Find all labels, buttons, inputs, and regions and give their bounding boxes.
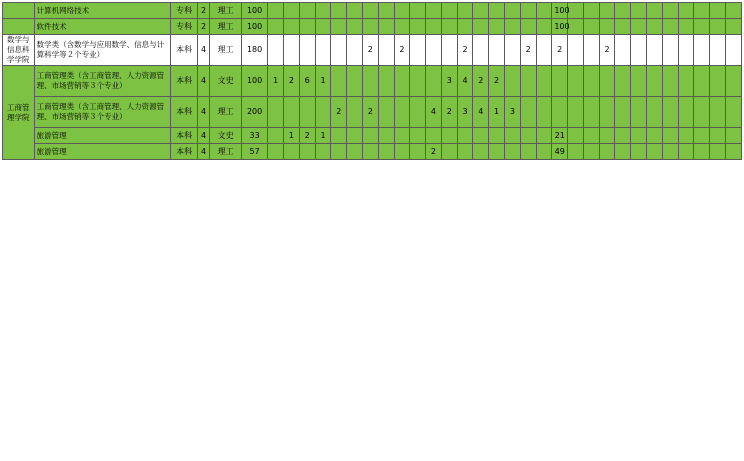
value-cell: 2	[489, 66, 505, 97]
value-cell	[694, 66, 710, 97]
value-cell: 2	[362, 35, 378, 66]
value-cell	[394, 19, 410, 35]
value-cell	[568, 97, 584, 128]
value-cell: 2	[284, 66, 300, 97]
value-cell	[315, 3, 331, 19]
value-cell: 100	[552, 3, 568, 19]
value-cell	[520, 3, 536, 19]
value-cell	[504, 35, 520, 66]
value-cell	[299, 19, 315, 35]
value-cell	[599, 97, 615, 128]
value-cell	[315, 35, 331, 66]
value-cell	[615, 3, 631, 19]
value-cell	[489, 35, 505, 66]
table-row	[3, 66, 742, 97]
value-cell	[410, 128, 426, 144]
years-cell: 2	[197, 3, 210, 19]
value-cell	[615, 128, 631, 144]
category-cell: 文史	[210, 128, 242, 144]
plan-cell: 100	[241, 66, 267, 97]
table-row	[3, 3, 742, 19]
value-cell	[410, 19, 426, 35]
value-cell	[441, 3, 457, 19]
value-cell	[583, 97, 599, 128]
value-cell	[725, 128, 741, 144]
value-cell	[284, 35, 300, 66]
college-cell: 数学与信息科学学院	[3, 35, 35, 66]
value-cell	[362, 19, 378, 35]
value-cell	[710, 128, 726, 144]
value-cell	[599, 144, 615, 160]
value-cell	[378, 3, 394, 19]
value-cell	[299, 35, 315, 66]
value-cell	[410, 144, 426, 160]
value-cell	[268, 97, 284, 128]
value-cell	[473, 128, 489, 144]
value-cell	[631, 35, 647, 66]
value-cell	[647, 128, 663, 144]
value-cell	[552, 97, 568, 128]
college-cell	[3, 19, 35, 35]
plan-cell: 100	[241, 19, 267, 35]
value-cell	[615, 97, 631, 128]
value-cell	[520, 144, 536, 160]
value-cell	[662, 35, 678, 66]
value-cell	[504, 3, 520, 19]
value-cell: 2	[299, 128, 315, 144]
value-cell	[426, 128, 442, 144]
major-cell: 工商管理类（含工商管理、人力资源管理、市场营销等３个专业）	[34, 97, 171, 128]
level-cell: 本科	[171, 35, 197, 66]
value-cell	[568, 66, 584, 97]
category-cell: 理工	[210, 3, 242, 19]
value-cell	[426, 19, 442, 35]
value-cell	[473, 35, 489, 66]
value-cell	[568, 19, 584, 35]
value-cell	[299, 97, 315, 128]
value-cell	[662, 3, 678, 19]
value-cell	[583, 19, 599, 35]
value-cell	[362, 66, 378, 97]
value-cell	[662, 144, 678, 160]
value-cell	[362, 3, 378, 19]
value-cell	[473, 144, 489, 160]
value-cell	[599, 19, 615, 35]
value-cell	[331, 35, 347, 66]
value-cell	[615, 35, 631, 66]
value-cell	[394, 144, 410, 160]
value-cell: 2	[520, 35, 536, 66]
value-cell: 21	[552, 128, 568, 144]
value-cell: 4	[457, 66, 473, 97]
value-cell	[268, 144, 284, 160]
value-cell	[347, 144, 363, 160]
value-cell	[426, 3, 442, 19]
value-cell	[599, 128, 615, 144]
value-cell	[489, 19, 505, 35]
category-cell: 理工	[210, 35, 242, 66]
value-cell	[615, 19, 631, 35]
value-cell: 4	[473, 97, 489, 128]
level-cell: 本科	[171, 128, 197, 144]
table-row	[3, 35, 742, 66]
major-cell: 工商管理类（含工商管理、人力资源管理、市场营销等３个专业）	[34, 66, 171, 97]
value-cell: 3	[504, 97, 520, 128]
value-cell: 2	[362, 97, 378, 128]
value-cell	[331, 19, 347, 35]
value-cell	[284, 3, 300, 19]
plan-cell: 200	[241, 97, 267, 128]
admission-plan-table	[2, 2, 742, 160]
value-cell	[536, 3, 552, 19]
value-cell	[678, 97, 694, 128]
value-cell	[568, 3, 584, 19]
value-cell: 1	[284, 128, 300, 144]
value-cell	[725, 19, 741, 35]
value-cell: 4	[426, 97, 442, 128]
value-cell	[647, 3, 663, 19]
table-row	[3, 19, 742, 35]
value-cell	[457, 128, 473, 144]
value-cell	[536, 35, 552, 66]
value-cell	[694, 97, 710, 128]
value-cell: 1	[315, 66, 331, 97]
years-cell: 4	[197, 128, 210, 144]
value-cell	[662, 97, 678, 128]
value-cell	[631, 19, 647, 35]
value-cell	[457, 144, 473, 160]
value-cell	[678, 35, 694, 66]
value-cell	[583, 144, 599, 160]
value-cell	[457, 3, 473, 19]
value-cell: 2	[426, 144, 442, 160]
admission-plan-table-wrapper	[2, 2, 742, 160]
value-cell	[520, 19, 536, 35]
value-cell: 1	[268, 66, 284, 97]
level-cell: 本科	[171, 144, 197, 160]
value-cell	[410, 66, 426, 97]
category-cell: 理工	[210, 19, 242, 35]
value-cell	[331, 66, 347, 97]
value-cell	[504, 144, 520, 160]
value-cell	[441, 35, 457, 66]
value-cell	[647, 19, 663, 35]
value-cell	[473, 3, 489, 19]
value-cell	[362, 128, 378, 144]
value-cell	[394, 97, 410, 128]
major-cell: 旅游管理	[34, 144, 171, 160]
value-cell	[599, 3, 615, 19]
value-cell	[362, 144, 378, 160]
value-cell	[299, 3, 315, 19]
value-cell	[347, 3, 363, 19]
years-cell: 4	[197, 97, 210, 128]
value-cell	[347, 97, 363, 128]
value-cell	[536, 144, 552, 160]
value-cell	[710, 19, 726, 35]
value-cell	[631, 128, 647, 144]
value-cell	[378, 97, 394, 128]
value-cell	[268, 35, 284, 66]
value-cell	[315, 19, 331, 35]
value-cell	[410, 35, 426, 66]
value-cell	[441, 19, 457, 35]
value-cell	[489, 144, 505, 160]
years-cell: 2	[197, 19, 210, 35]
value-cell	[631, 144, 647, 160]
years-cell: 4	[197, 35, 210, 66]
value-cell	[394, 3, 410, 19]
value-cell	[378, 128, 394, 144]
value-cell: 2	[331, 97, 347, 128]
value-cell	[378, 35, 394, 66]
value-cell	[331, 3, 347, 19]
value-cell	[441, 144, 457, 160]
level-cell: 专科	[171, 3, 197, 19]
value-cell	[583, 66, 599, 97]
major-cell: 软件技术	[34, 19, 171, 35]
years-cell: 4	[197, 144, 210, 160]
value-cell	[615, 144, 631, 160]
value-cell	[647, 97, 663, 128]
value-cell	[426, 66, 442, 97]
value-cell	[710, 144, 726, 160]
value-cell	[694, 19, 710, 35]
value-cell	[347, 66, 363, 97]
category-cell: 理工	[210, 97, 242, 128]
value-cell	[710, 3, 726, 19]
value-cell	[710, 35, 726, 66]
level-cell: 专科	[171, 19, 197, 35]
value-cell	[662, 66, 678, 97]
value-cell	[536, 19, 552, 35]
value-cell	[678, 128, 694, 144]
value-cell	[504, 66, 520, 97]
value-cell: 100	[552, 19, 568, 35]
plan-cell: 57	[241, 144, 267, 160]
value-cell	[489, 3, 505, 19]
value-cell	[347, 35, 363, 66]
plan-cell: 180	[241, 35, 267, 66]
value-cell	[694, 128, 710, 144]
value-cell	[568, 128, 584, 144]
value-cell	[694, 35, 710, 66]
value-cell	[520, 66, 536, 97]
value-cell	[583, 128, 599, 144]
value-cell: 2	[473, 66, 489, 97]
value-cell: 2	[441, 97, 457, 128]
value-cell	[583, 3, 599, 19]
value-cell	[331, 144, 347, 160]
level-cell: 本科	[171, 66, 197, 97]
value-cell	[662, 128, 678, 144]
value-cell	[394, 128, 410, 144]
value-cell	[710, 66, 726, 97]
value-cell	[441, 128, 457, 144]
college-cell: 工商管理学院	[3, 66, 35, 160]
value-cell	[678, 66, 694, 97]
value-cell	[631, 97, 647, 128]
plan-cell: 33	[241, 128, 267, 144]
value-cell	[489, 128, 505, 144]
major-cell: 计算机网络技术	[34, 3, 171, 19]
value-cell	[394, 66, 410, 97]
plan-cell: 100	[241, 3, 267, 19]
value-cell	[678, 3, 694, 19]
value-cell	[568, 144, 584, 160]
value-cell	[378, 66, 394, 97]
table-body	[3, 3, 742, 160]
value-cell	[647, 144, 663, 160]
value-cell	[504, 19, 520, 35]
value-cell	[694, 144, 710, 160]
value-cell	[678, 19, 694, 35]
value-cell: 49	[552, 144, 568, 160]
value-cell	[725, 66, 741, 97]
value-cell	[331, 128, 347, 144]
value-cell	[315, 144, 331, 160]
value-cell	[568, 35, 584, 66]
value-cell	[284, 97, 300, 128]
value-cell	[520, 97, 536, 128]
value-cell	[410, 97, 426, 128]
value-cell	[426, 35, 442, 66]
value-cell	[647, 35, 663, 66]
table-row	[3, 97, 742, 128]
value-cell	[315, 97, 331, 128]
value-cell	[647, 66, 663, 97]
value-cell	[284, 19, 300, 35]
value-cell	[520, 128, 536, 144]
value-cell: 1	[489, 97, 505, 128]
value-cell	[615, 66, 631, 97]
value-cell: 3	[441, 66, 457, 97]
value-cell	[583, 35, 599, 66]
value-cell	[725, 35, 741, 66]
value-cell: 2	[599, 35, 615, 66]
value-cell	[725, 3, 741, 19]
value-cell	[599, 66, 615, 97]
value-cell	[725, 97, 741, 128]
value-cell	[631, 66, 647, 97]
value-cell	[678, 144, 694, 160]
value-cell: 1	[315, 128, 331, 144]
value-cell: 6	[299, 66, 315, 97]
value-cell	[710, 97, 726, 128]
major-cell: 旅游管理	[34, 128, 171, 144]
value-cell	[347, 19, 363, 35]
table-row	[3, 144, 742, 160]
value-cell	[725, 144, 741, 160]
value-cell	[504, 128, 520, 144]
value-cell	[299, 144, 315, 160]
value-cell	[268, 19, 284, 35]
value-cell	[378, 19, 394, 35]
value-cell	[410, 3, 426, 19]
level-cell: 本科	[171, 97, 197, 128]
value-cell	[284, 144, 300, 160]
value-cell	[457, 19, 473, 35]
value-cell	[536, 66, 552, 97]
value-cell	[536, 128, 552, 144]
value-cell	[552, 66, 568, 97]
value-cell	[631, 3, 647, 19]
category-cell: 文史	[210, 66, 242, 97]
value-cell	[694, 3, 710, 19]
value-cell	[536, 97, 552, 128]
table-row	[3, 128, 742, 144]
college-cell	[3, 3, 35, 19]
major-cell: 数学类（含数学与应用数学、信息与计算科学等２个专业）	[34, 35, 171, 66]
value-cell	[473, 19, 489, 35]
value-cell	[268, 128, 284, 144]
value-cell	[378, 144, 394, 160]
value-cell	[347, 128, 363, 144]
value-cell: 2	[394, 35, 410, 66]
value-cell: 2	[552, 35, 568, 66]
category-cell: 理工	[210, 144, 242, 160]
value-cell: 2	[457, 35, 473, 66]
value-cell	[268, 3, 284, 19]
value-cell: 3	[457, 97, 473, 128]
value-cell	[662, 19, 678, 35]
years-cell: 4	[197, 66, 210, 97]
